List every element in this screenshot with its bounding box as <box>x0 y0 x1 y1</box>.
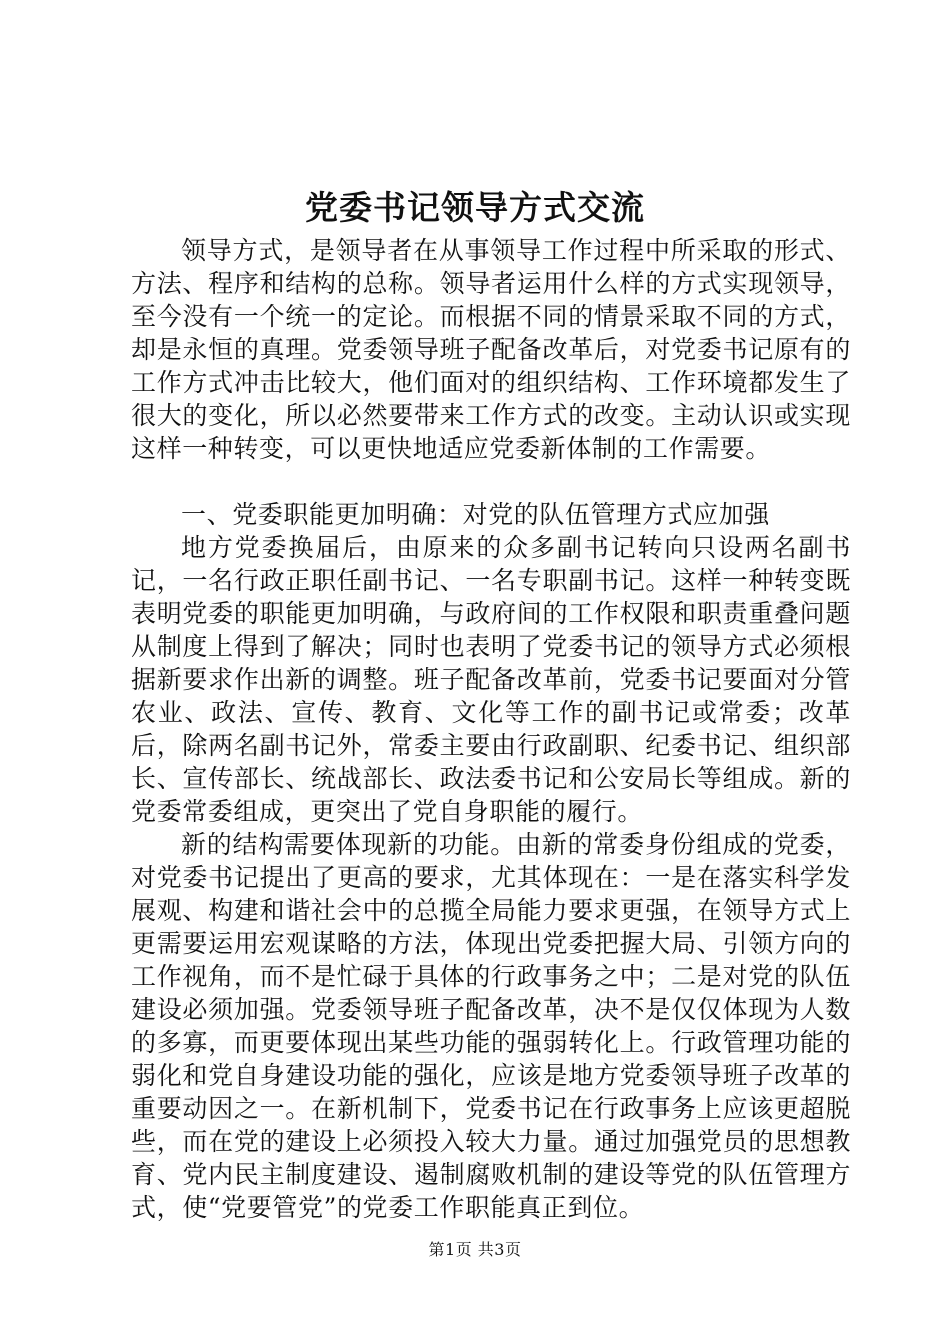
paragraph-spacer <box>131 465 851 498</box>
body-paragraph: 地方党委换届后，由原来的众多副书记转向只设两名副书记，一名行政正职任副书记、一名专职副书记。这样一种转变既表明党委的职能更加明确，与政府间的工作权限和职责重叠问题从制度上得到了解决；同时也表明了党委书记的领导方式必须根据新要求作出新的调整。班子配备改革前，党委书记要面对分管农业、政法、宣传、教育、文化等工作的副书记或常委；改革后，除两名副书记外，常委主要由行政副职、纪委书记、组织部长、宣传部长、统战部长、政法委书记和公安局长等组成。新的党委常委组成，更突出了党自身职能的履行。 <box>131 533 851 826</box>
page-number-footer: 第1页 共3页 <box>428 1240 522 1259</box>
document-body <box>131 234 851 1224</box>
body-paragraph: 新的结构需要体现新的功能。由新的常委身份组成的党委，对党委书记提出了更高的要求，尤其体现在：一是在落实科学发展观、构建和谐社会中的总揽全局能力要求更强，在领导方式上更需要运用宏观谋略的方法，体现出党委把握大局、引领方向的工作视角，而不是忙碌于具体的行政事务之中；二是对党的队伍建设必须加强。党委领导班子配备改革，决不是仅仅体现为人数的多寡，而更要体现出某些功能的强弱转化上。行政管理功能的弱化和党自身建设功能的强化，应该是地方党委领导班子改革的重要动因之一。在新机制下，党委书记在行政事务上应该更超脱些，而在党的建设上必须投入较大力量。通过加强党员的思想教育、党内民主制度建设、遏制腐败机制的建设等党的队伍管理方式，使“党要管党”的党委工作职能真正到位。 <box>131 830 851 1222</box>
section-heading: 一、党委职能更加明确：对党的队伍管理方式应加强 <box>181 500 770 529</box>
document-title: 党委书记领导方式交流 <box>305 188 645 227</box>
intro-paragraph: 领导方式，是领导者在从事领导工作过程中所采取的形式、方法、程序和结构的总称。领导者运用什么样的方式实现领导，至今没有一个统一的定论。而根据不同的情景采取不同的方式，却是永恒的真理。党委领导班子配备改革后，对党委书记原有的工作方式冲击比较大，他们面对的组织结构、工作环境都发生了很大的变化，所以必然要带来工作方式的改变。主动认识或实现这样一种转变，可以更快地适应党委新体制的工作需要。 <box>131 236 851 463</box>
